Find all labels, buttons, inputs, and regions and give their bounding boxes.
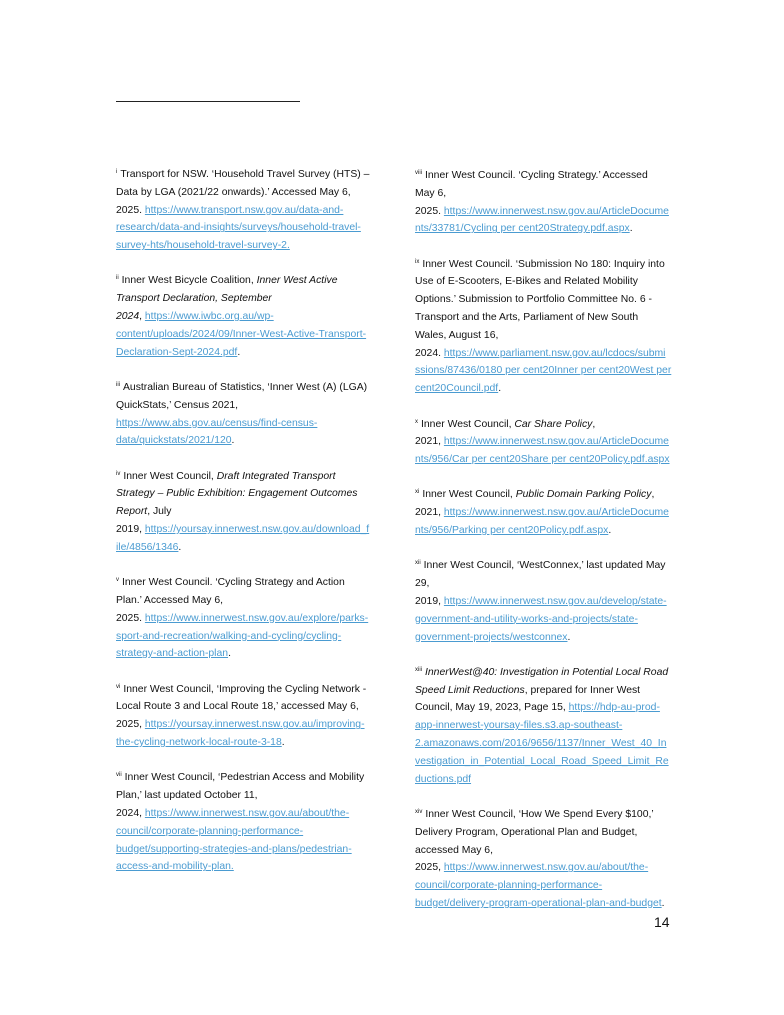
endnote-xiii: $^{xiii}$ InnerWest@40: Investigation in Potential Local Road Speed Limit Reductions, prepared for Inner West Council, May 19, 2023, Page 15, https://hdp-au-prod- app-innerwest-yoursay-files.s3.ap-southeast- 2.amazonaws.com/2016/9656/1137/Inner_West_40_In vestigation_in_Potential_Local_Road_Speed_Limit_Re ductions.pdf (415, 666, 669, 785)
endnote-link[interactable]: https://www.innerwest.nsw.gov.au/about/the- (443, 862, 649, 874)
endnote-x: $^x$ Inner West Council, Car Share Policy, 2021, https://www.innerwest.nsw.gov.au/ArticleDocume nts/956/Car per cent20Share per cent20Policy.pdf.aspx (415, 418, 670, 466)
endnote-link[interactable]: access-and-mobility-plan. (116, 861, 234, 873)
endnote-link[interactable]: https://www.abs.gov.au/census/find-census- (116, 417, 318, 429)
endnote-link[interactable]: vestigation_in_Potential_Local_Road_Speed_Limit_Re (415, 755, 669, 767)
endnote-marker: vi (116, 683, 121, 690)
endnote-link[interactable]: https://yoursay.innerwest.nsw.gov.au/improving- (144, 719, 365, 731)
endnote-marker: x (415, 418, 418, 425)
endnote-link[interactable]: https://www.iwbc.org.au/wp- (144, 311, 274, 323)
endnote-link[interactable]: nts/33781/Cycling per cent20Strategy.pdf.aspx (415, 223, 630, 235)
endnote-link[interactable]: nts/956/Parking per cent20Policy.pdf.aspx (415, 525, 609, 537)
endnote-link[interactable]: government-and-utility-works-and-projects/state- (415, 613, 638, 625)
footnote-separator (116, 101, 300, 102)
endnote-link[interactable]: council/corporate-planning-performance- (116, 825, 304, 837)
endnote-link[interactable]: budget/delivery-program-operational-plan-and-budget (415, 897, 662, 909)
endnote-link[interactable]: data/quickstats/2021/120 (116, 435, 232, 447)
endnote-link[interactable]: council/corporate-planning-performance- (415, 880, 603, 892)
endnote-marker: xii (415, 560, 421, 567)
endnote-link[interactable]: content/uploads/2024/09/Inner-West-Active-Transport- (116, 328, 367, 340)
endnote-link[interactable]: https://yoursay.innerwest.nsw.gov.au/download_f (144, 524, 370, 536)
endnote-link[interactable]: https://www.innerwest.nsw.gov.au/explore/parks- (144, 612, 369, 624)
endnote-link[interactable]: ductions.pdf (415, 773, 472, 785)
endnote-link[interactable]: ssions/87436/0180 per cent20Inner per cent20West per (415, 365, 672, 377)
endnote-link[interactable]: survey-hts/household-travel-survey-2. (116, 240, 290, 252)
endnote-link[interactable]: https://www.innerwest.nsw.gov.au/about/the- (144, 807, 350, 819)
endnotes-right-column (415, 167, 671, 913)
endnote-ii: $^{ii}$ Inner West Bicycle Coalition, Inner West Active Transport Declaration, September 2024, https://www.iwbc.org.au/wp- content/uploads/2024/09/Inner-West-Active-Transport- Declaration-Sept-2024.pdf. (116, 275, 367, 358)
endnote-marker: v (116, 577, 119, 584)
endnote-ix: $^{ix}$ Inner West Council. ‘Submission No 180: Inquiry into Use of E-Scooters, E-Bikes and Related Mobility Options.’ Submission to Portfolio Committee No. 6 - Transport and the Arts, Parliament of New South Wales, August 16, 2024. https://www.parliament.nsw.gov.au/lcdocs/submi ssions/87436/0180 per cent20Inner per cent20West per cent20Council.pdf. (415, 258, 672, 395)
endnote-marker: vii (116, 772, 122, 779)
endnote-link[interactable]: the-cycling-network-local-route-3-18 (116, 737, 282, 749)
endnote-link[interactable]: https://www.innerwest.nsw.gov.au/ArticleDocume (443, 205, 669, 217)
endnote-iv: $^{iv}$ Inner West Council, Draft Integrated Transport Strategy – Public Exhibition: Engagement Outcomes Report, July 2019, https://yoursay.innerwest.nsw.gov.au/download_f ile/4856/1346. (116, 470, 370, 553)
endnote-link[interactable]: https://www.transport.nsw.gov.au/data-and- (144, 204, 344, 216)
endnote-vii: $^{vii}$ Inner West Council, ‘Pedestrian Access and Mobility Plan,’ last updated October 11, 2024, https://www.innerwest.nsw.gov.au/about/the- council/corporate-planning-performance- budget/supporting-strategies-and-plans/pedestrian- access-and-mobility-plan. (116, 772, 365, 873)
endnote-iii: $^{iii}$ Australian Bureau of Statistics, ‘Inner West (A) (LGA) QuickStats,’ Census 2021, https://www.abs.gov.au/census/find-census- data/quickstats/2021/120. (116, 381, 368, 447)
endnote-marker: ii (116, 275, 119, 282)
endnote-link[interactable]: https://hdp-au-prod- (568, 702, 660, 714)
endnote-i: $^i$ Transport for NSW. ‘Household Travel Survey (HTS) – Data by LGA (2021/22 onwards).’ Accessed May 6, 2025. https://www.transport.nsw.gov.au/data-and- research/data-and-insights/surveys/household-travel- survey-hts/household-travel-survey-2. (116, 169, 370, 252)
page-number: 14 (654, 914, 670, 930)
endnote-marker: xi (415, 489, 420, 496)
endnote-link[interactable]: Declaration-Sept-2024.pdf (116, 346, 238, 358)
endnote-link[interactable]: 2.amazonaws.com/2016/9656/1137/Inner_West_40_In (415, 738, 667, 750)
endnote-marker: iv (116, 470, 121, 477)
endnote-link[interactable]: ile/4856/1346 (116, 541, 179, 553)
endnote-link[interactable]: research/data-and-insights/surveys/household-travel- (116, 222, 361, 234)
endnote-link[interactable]: https://www.innerwest.nsw.gov.au/ArticleDocume (443, 507, 669, 519)
endnote-marker: i (116, 169, 118, 175)
endnote-link[interactable]: budget/supporting-strategies-and-plans/pedestrian- (116, 843, 352, 855)
endnote-link[interactable]: strategy-and-action-plan (116, 648, 229, 660)
endnote-link[interactable]: cent20Council.pdf (415, 383, 499, 395)
endnote-link[interactable]: https://www.innerwest.nsw.gov.au/develop/state- (443, 595, 667, 607)
endnote-marker: xiv (415, 808, 423, 815)
endnote-marker: ix (415, 258, 420, 265)
endnote-xii: $^{xii}$ Inner West Council, ‘WestConnex,’ last updated May 29, 2019, https://www.innerwest.nsw.gov.au/develop/state- government-and-utility-works-and-projects/state- government-projects/westconnex. (415, 560, 667, 643)
endnote-link[interactable]: https://www.parliament.nsw.gov.au/lcdocs/submi (443, 347, 666, 359)
endnote-marker: iii (116, 381, 120, 388)
endnote-marker: xiii (415, 666, 422, 673)
endnote-viii: $^{viii}$ Inner West Council. ‘Cycling Strategy.’ Accessed May 6, 2025. https://www.innerwest.nsw.gov.au/ArticleDocume nts/33781/Cycling per cent20Strategy.pdf.aspx. (415, 170, 669, 235)
endnote-link[interactable]: https://www.innerwest.nsw.gov.au/ArticleDocume (443, 436, 669, 448)
endnote-xi: $^{xi}$ Inner West Council, Public Domain Parking Policy, 2021, https://www.innerwest.nsw.gov.au/ArticleDocume nts/956/Parking per cent20Policy.pdf.aspx. (415, 489, 669, 537)
endnote-xiv: $^{xiv}$ Inner West Council, ‘How We Spend Every $100,’ Delivery Program, Operational Plan and Budget, accessed May 6, 2025, https://www.innerwest.nsw.gov.au/about/the- council/corporate-planning-performance- budget/delivery-program-operational-plan-and-budget. (415, 808, 665, 909)
endnote-vi: $^{vi}$ Inner West Council, ‘Improving the Cycling Network - Local Route 3 and Local Route 18,’ accessed May 6, 2025, https://yoursay.innerwest.nsw.gov.au/improving- the-cycling-network-local-route-3-18. (116, 683, 367, 749)
endnote-link[interactable]: nts/956/Car per cent20Share per cent20Policy.pdf.aspx (415, 454, 670, 466)
endnotes-left-column (116, 166, 374, 876)
endnote-link[interactable]: app-innerwest-yoursay-files.s3.ap-southeast- (415, 720, 623, 732)
endnote-marker: viii (415, 170, 422, 176)
endnote-link[interactable]: sport-and-recreation/walking-and-cycling/cycling- (116, 630, 342, 642)
endnote-v: $^v$ Inner West Council. ‘Cycling Strategy and Action Plan.’ Accessed May 6, 2025. https://www.innerwest.nsw.gov.au/explore/parks- sport-and-recreation/walking-and-cycling/cycling- strategy-and-action-plan. (116, 577, 369, 660)
endnote-link[interactable]: government-projects/westconnex (415, 631, 568, 643)
